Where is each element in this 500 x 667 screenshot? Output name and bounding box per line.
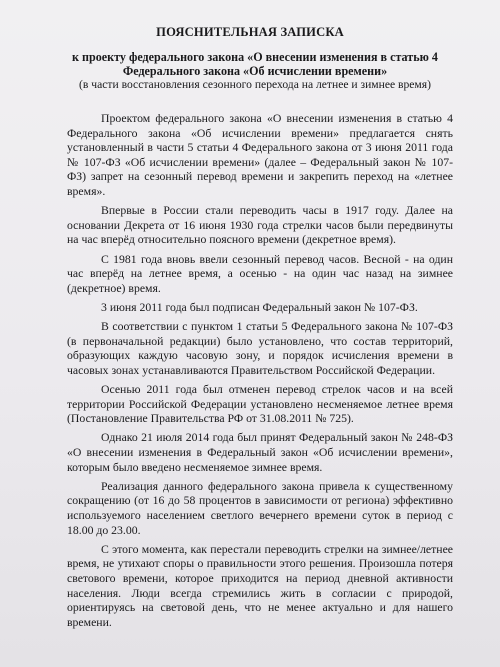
body-paragraph: 3 июня 2011 года был подписан Федеральный закон № 107-ФЗ. [101, 300, 418, 314]
body-paragraph: Реализация данного федерального закона привела к существенному сокращению (от 16 до 58 процентов в зависимости от региона) эффективно используемого населением светлого вечернего времени суток в период с 18.00 до 23.00. [67, 479, 453, 537]
document-note: (в части восстановления сезонного перехода на летнее и зимнее время) [79, 78, 431, 91]
body-paragraph: В соответствии с пунктом 1 статьи 5 Федерального закона № 107-ФЗ (в первоначальной редакции) было установлено, что состав территорий, образующих каждую часовую зону, и порядок исчисления времени в часовых зонах устанавливаются Правительством Российской Федерации. [67, 320, 453, 377]
body-paragraph: Однако 21 июля 2014 года был принят Федеральный закон № 248-ФЗ «О внесении изменения в Федеральный закон «Об исчислении времени», которым было введено несменяемое зимнее время. [67, 431, 453, 474]
body-paragraph: С 1981 года вновь ввели сезонный перевод часов. Весной - на один час вперёд на летнее время, а осенью - на один час назад на зимнее (декретное) время. [67, 252, 453, 295]
document-body [67, 112, 453, 630]
document-title: ПОЯСНИТЕЛЬНАЯ ЗАПИСКА [156, 25, 344, 39]
body-paragraph: С этого момента, как перестали переводить стрелки на зимнее/летнее время, не утихают споры о правильности этого решения. Произошла потеря светового времени, которое приходится на период дневной активности населения. Люди всегда стремились жить в согласии с природой, ориентируясь на световой день, что не менее актуально и для нашего времени. [67, 542, 453, 629]
document-subtitle: к проекту федерального закона «О внесении изменения в статью 4 Федерального закона «Об исчислении времени» [72, 50, 438, 78]
body-paragraph: Впервые в России стали переводить часы в 1917 году. Далее на основании Декрета от 16 июня 1930 года стрелки часов были передвинуты на час вперёд относительно поясного времени (декретное время). [67, 204, 453, 247]
body-paragraph: Проектом федерального закона «О внесении изменения в статью 4 Федерального закона «Об исчислении времени» предлагается снять установленный в части 5 статьи 4 Федерального закона от 3 июня 2011 года № 107-ФЗ «Об исчислении времени» (далее – Федеральный закон № 107-ФЗ) запрет на сезонный перевод времени и закрепить переход на «летнее время». [67, 112, 453, 198]
body-paragraph: Осенью 2011 года был отменен перевод стрелок часов и на всей территории Российской Федерации установлено несменяемое летнее время (Постановление Правительства РФ от 31.08.2011 № 725). [67, 383, 453, 426]
